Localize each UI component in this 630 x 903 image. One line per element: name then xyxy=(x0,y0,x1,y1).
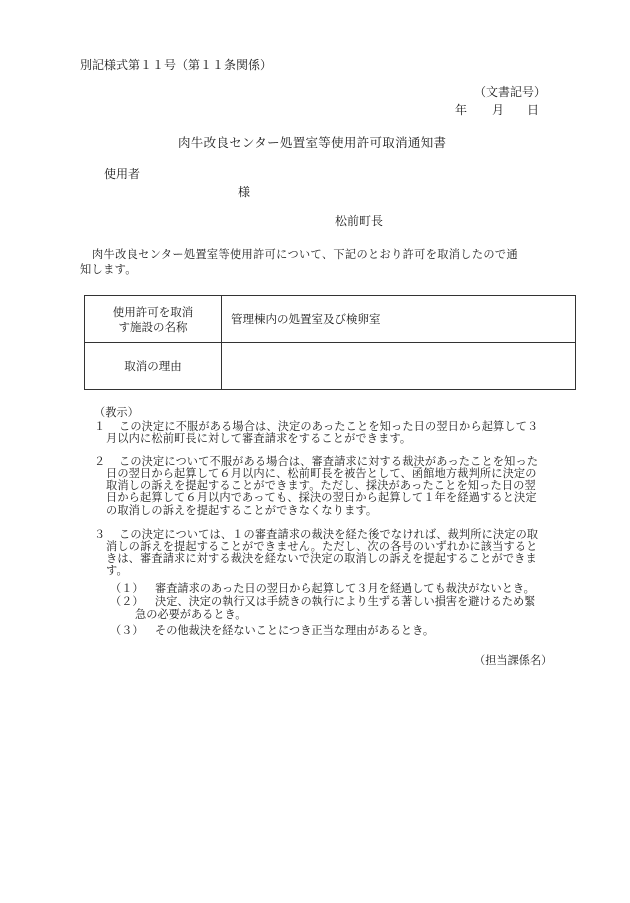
note-2-cont xyxy=(106,468,537,517)
recipient-honorific: 様 xyxy=(238,185,251,199)
sub-item-3-text: その他裁決を経ないことにつき正当な理由があるとき。 xyxy=(155,624,435,637)
sub-item-2-line-1: 決定、決定の執行又は手続きの執行により生ずる著しい損害を避けるため緊 xyxy=(155,595,536,608)
note-2-number: ２ xyxy=(94,455,106,468)
sub-item-3-number: （３） xyxy=(110,624,144,637)
facility-name-label xyxy=(85,305,221,335)
note-2-line-5: の取消しの訴えを提起することができなくなります。 xyxy=(106,503,378,517)
note-3-cont xyxy=(106,541,538,578)
notes-heading: （教示） xyxy=(94,406,139,419)
issuer-name: 松前町長 xyxy=(335,214,384,228)
intro-line-2: 知します。 xyxy=(80,263,137,276)
sub-item-2-line-2: 急の必要があるとき。 xyxy=(135,608,247,621)
department-label: （担当課係名） xyxy=(474,654,553,667)
note-3-number: ３ xyxy=(94,528,106,541)
table-row-divider xyxy=(85,342,575,343)
note-3-line-1: この決定については、１の審査請求の裁決を経た後でなければ、裁判所に決定の取 xyxy=(119,528,539,541)
note-1-number: １ xyxy=(94,420,106,433)
intro-line-1: 肉牛改良センター処置室等使用許可について、下記のとおり許可を取消したので通 xyxy=(92,248,518,261)
date-month-label: 月 xyxy=(492,103,505,117)
facility-name-value: 管理棟内の処置室及び検卵室 xyxy=(231,312,381,326)
note-1-cont xyxy=(106,433,411,445)
note-3-line-4: す。 xyxy=(106,564,128,578)
sub-item-1-number: （１） xyxy=(110,582,144,595)
document-title: 肉牛改良センター処置室等使用許可取消通知書 xyxy=(178,135,447,150)
date-year-label: 年 xyxy=(455,103,468,117)
note-3-line-2: 消しの訴えを提起することができません。ただし、次の各号のいずれかに該当すると xyxy=(106,540,538,553)
note-2-line-4: 日から起算して６月以内であっても、採決の翌日から起算して１年を経過すると決定 xyxy=(106,491,537,505)
note-1-line-1: この決定に不服がある場合は、決定のあったことを知った日の翌日から起算して３ xyxy=(119,420,539,433)
note-1-line-2: 月以内に松前町長に対して審査請求をすることができます。 xyxy=(106,432,412,445)
form-label: 別記様式第１１号（第１１条関係） xyxy=(80,58,273,72)
facility-name-label-line-1: 使用許可を取消 xyxy=(112,305,194,319)
document-number-label: （文書記号） xyxy=(474,85,547,99)
cancel-reason-label: 取消の理由 xyxy=(124,359,182,373)
note-2-line-2: 日の翌日から起算して６月以内に、松前町長を被告として、函館地方裁判所に決定の xyxy=(106,467,537,480)
note-2-line-3: 取消しの訴えを提起することができます。ただし、採決があったことを知った日の翌 xyxy=(106,479,536,493)
facility-name-label-line-2: す施設の名称 xyxy=(118,320,188,334)
details-table xyxy=(84,295,576,390)
sub-item-2-number: （２） xyxy=(110,595,144,608)
date-day-label: 日 xyxy=(527,103,540,117)
recipient-label: 使用者 xyxy=(104,167,141,181)
note-3-line-3: きは、審査請求に対する裁決を経ないで決定の取消しの訴えを提起することができま xyxy=(106,552,537,566)
note-2-line-1: この決定について不服がある場合は、審査請求に対する裁決があったことを知った xyxy=(119,455,539,468)
sub-item-1-text: 審査請求のあった日の翌日から起算して３月を経過しても裁決がないとき。 xyxy=(155,582,535,595)
